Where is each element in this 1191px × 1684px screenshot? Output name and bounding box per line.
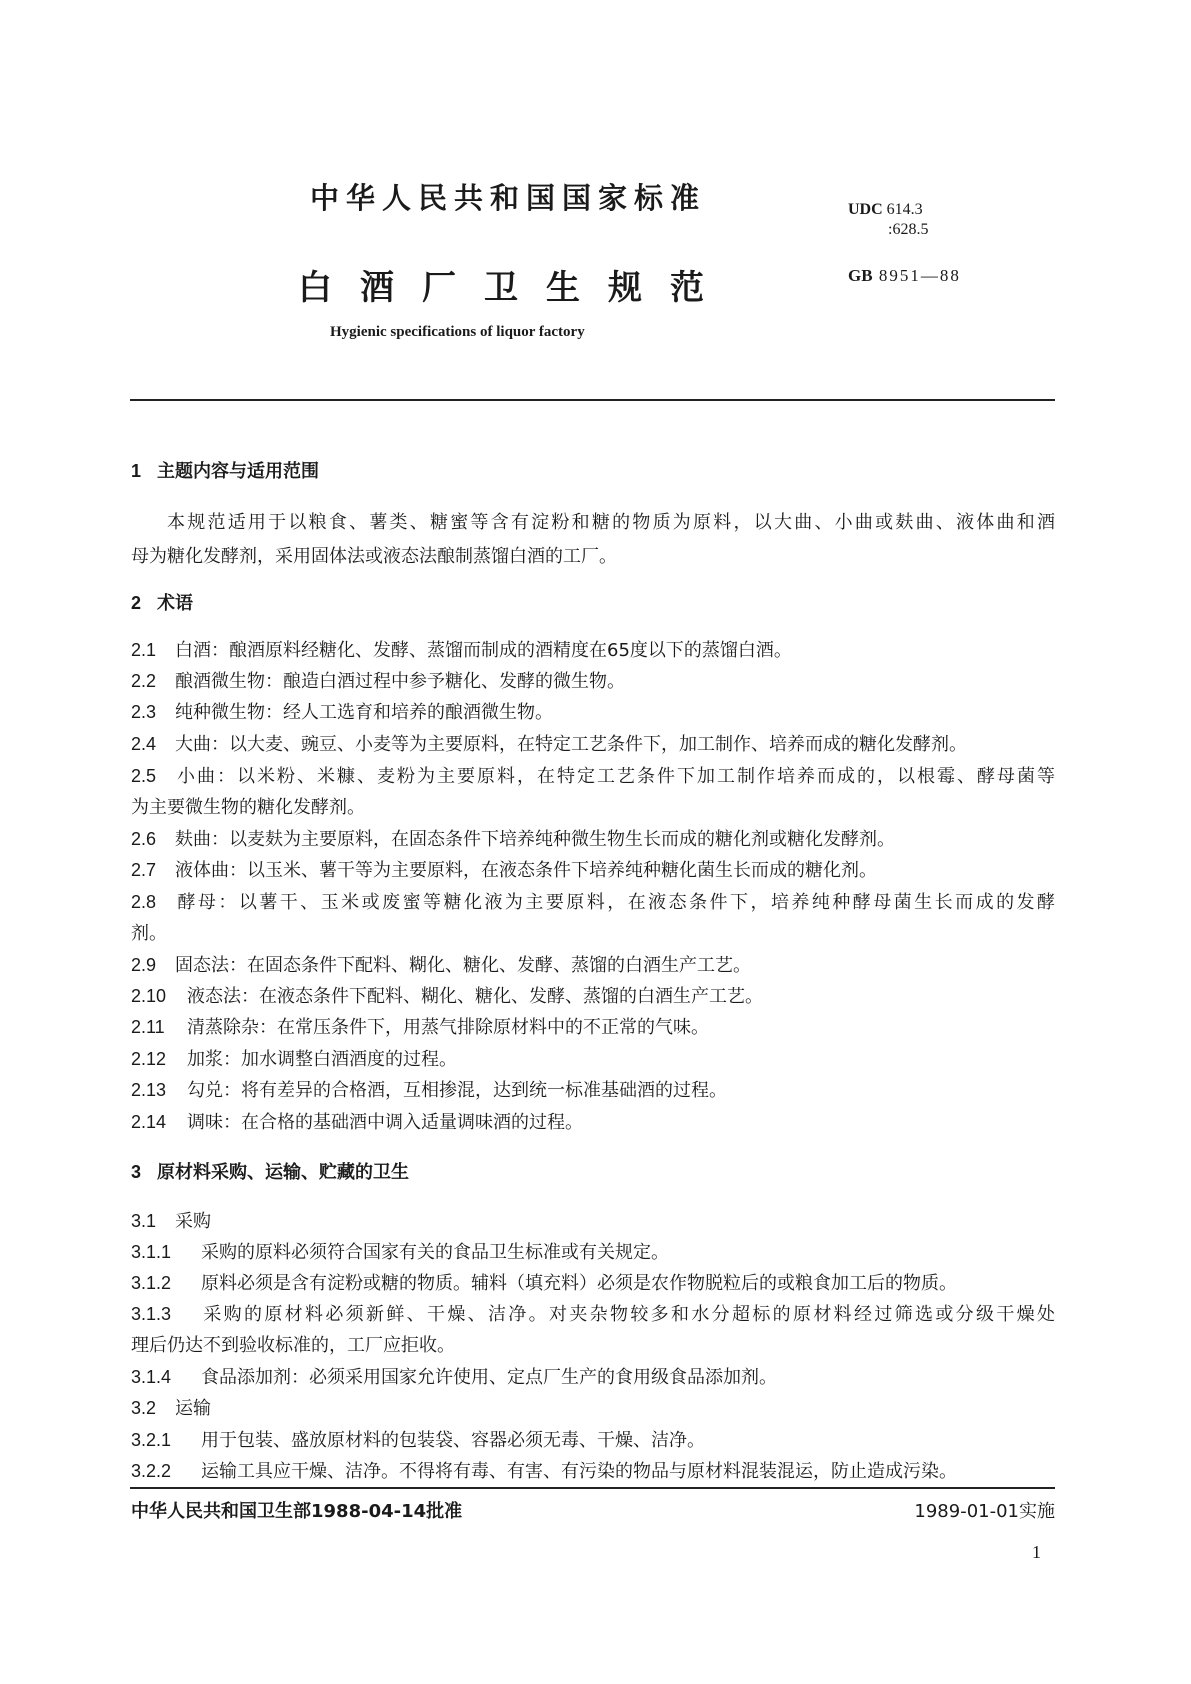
clause-number: 2.13 [131,1080,167,1100]
footer-divider [130,1487,1055,1489]
paragraph-line [131,545,1055,569]
paragraph-line [131,511,1055,535]
clause-item [131,700,1055,725]
clause-text: 酿酒微生物：酿造白酒过程中参予糖化、发酵的微生物。 [175,671,625,692]
clause-item [131,732,1055,757]
clause-text: 采购 [175,1211,211,1232]
clause-text: 清蒸除杂：在常压条件下，用蒸气排除原材料中的不正常的气味。 [187,1017,709,1038]
clause-number: 2.2 [131,671,157,691]
clause-text: 运输 [175,1398,211,1419]
clause-item [131,1047,1055,1072]
clause-item [131,1396,1055,1421]
document-title: 白酒厂卫生规范 [298,268,732,308]
clause-text: 采购的原料必须符合国家有关的食品卫生标准或有关规定。 [201,1242,669,1263]
clause-text: 大曲：以大麦、豌豆、小麦等为主要原料，在特定工艺条件下，加工制作、培养而成的糖化发酵剂。 [175,734,967,755]
clause-number: 2.14 [131,1112,167,1132]
clause-text: 理后仍达不到验收标准的，工厂应拒收。 [131,1335,455,1356]
clause-number: 2.9 [131,955,157,975]
clause-item [131,1365,1055,1390]
udc-label: UDC [848,201,883,218]
gb-value: 8951—88 [878,266,961,285]
clause-text: 运输工具应干燥、洁净。不得将有毒、有害、有污染的物品与原材料混装混运，防止造成污染。 [201,1461,957,1482]
clause-item [131,1015,1055,1040]
clause-number: 3.1.3 [131,1304,172,1324]
clause-number: 2.7 [131,860,157,880]
clause-text: 母为糖化发酵剂，采用固体法或液态法酿制蒸馏白酒的工厂。 [131,546,617,567]
gb-label: GB [848,266,873,285]
clause-text: 原料必须是含有淀粉或糖的物质。辅料（填充料）必须是农作物脱粒后的或粮食加工后的物质。 [201,1273,957,1294]
clause-item [131,1209,1055,1234]
clause-item [131,858,1055,883]
clause-text: 主题内容与适用范围 [157,461,319,482]
header-divider [130,399,1055,401]
clause-text: 液体曲：以玉米、薯干等为主要原料，在液态条件下培养纯种糖化菌生长而成的糖化剂。 [175,860,877,881]
clause-number: 2.12 [131,1049,167,1069]
clause-text: 酵母：以薯干、玉米或废蜜等糖化液为主要原料，在液态条件下，培养纯种酵母菌生长而成的发酵 [175,892,1055,913]
clause-text: 为主要微生物的糖化发酵剂。 [131,797,365,818]
clause-continuation [131,922,1055,946]
clause-item [131,669,1055,694]
clause-number: 3.1 [131,1211,157,1231]
implementation-date: 1989-01-01实施 [914,1501,1055,1522]
clause-text: 原材料采购、运输、贮藏的卫生 [157,1162,409,1183]
clause-item [131,1302,1055,1327]
clause-number: 3.1.2 [131,1273,172,1293]
clause-item [131,638,1055,663]
clause-text: 固态法：在固态条件下配料、糊化、糖化、发酵、蒸馏的白酒生产工艺。 [175,955,751,976]
clause-text: 术语 [157,593,193,614]
clause-item [131,984,1055,1009]
clause-text: 调味：在合格的基础酒中调入适量调味酒的过程。 [187,1112,583,1133]
clause-number: 2.1 [131,640,157,660]
section-3-heading [131,1160,1055,1185]
page-number: 1 [1032,1542,1041,1562]
clause-item [131,953,1055,978]
clause-item [131,1078,1055,1103]
clause-number: 3.2 [131,1398,157,1418]
clause-number: 2.10 [131,986,167,1006]
udc-code [848,200,928,240]
clause-number: 3.1.4 [131,1367,172,1387]
clause-item [131,1240,1055,1265]
clause-number: 3.1.1 [131,1242,172,1262]
clause-text: 本规范适用于以粮食、薯类、糖蜜等含有淀粉和糖的物质为原料，以大曲、小曲或麸曲、液体曲和酒 [167,512,1055,533]
clause-number: 3 [131,1162,142,1182]
clause-continuation [131,796,1055,820]
clause-number: 2 [131,593,142,613]
clause-text: 纯种微生物：经人工选育和培养的酿酒微生物。 [175,702,553,723]
clause-text: 食品添加剂：必须采用国家允许使用、定点厂生产的食用级食品添加剂。 [201,1367,777,1388]
clause-number: 3.2.2 [131,1461,172,1481]
clause-number: 2.4 [131,734,157,754]
clause-continuation [131,1334,1055,1358]
clause-number: 2.3 [131,702,157,722]
clause-item [131,1459,1055,1484]
english-title: Hygienic specifications of liquor factory [330,324,585,340]
clause-text: 用于包装、盛放原材料的包装袋、容器必须无毒、干燥、洁净。 [201,1430,705,1451]
clause-text: 液态法：在液态条件下配料、糊化、糖化、发酵、蒸馏的白酒生产工艺。 [187,986,763,1007]
udc-value-2: :628.5 [888,221,929,238]
clause-item [131,827,1055,852]
gb-number [848,266,961,286]
clause-item [131,1110,1055,1135]
national-standard-heading: 中华人民共和国国家标准 [310,181,707,215]
clause-number: 2.8 [131,892,157,912]
clause-number: 1 [131,461,142,481]
clause-number: 2.11 [131,1017,165,1037]
clause-number: 2.6 [131,829,157,849]
clause-text: 加浆：加水调整白酒酒度的过程。 [187,1049,457,1070]
clause-item [131,890,1055,915]
clause-text: 白酒：酿酒原料经糖化、发酵、蒸馏而制成的酒精度在65度以下的蒸馏白酒。 [175,640,792,661]
clause-item [131,1428,1055,1453]
section-1-heading [131,459,1055,484]
udc-value-1: 614.3 [886,201,923,218]
clause-text: 剂。 [131,923,167,944]
clause-text: 勾兑：将有差异的合格酒，互相掺混，达到统一标准基础酒的过程。 [187,1080,727,1101]
clause-text: 采购的原材料必须新鲜、干燥、洁净。对夹杂物较多和水分超标的原材料经过筛选或分级干燥处 [201,1304,1055,1325]
clause-number: 3.2.1 [131,1430,172,1450]
clause-number: 2.5 [131,766,157,786]
clause-text: 麸曲：以麦麸为主要原料，在固态条件下培养纯种微生物生长而成的糖化剂或糖化发酵剂。 [175,829,895,850]
clause-text: 小曲：以米粉、米糠、麦粉为主要原料，在特定工艺条件下加工制作培养而成的，以根霉、酵母菌等 [175,766,1055,787]
clause-item [131,1271,1055,1296]
approval-text: 中华人民共和国卫生部1988-04-14批准 [131,1501,463,1522]
clause-item [131,764,1055,789]
section-2-heading [131,591,1055,616]
